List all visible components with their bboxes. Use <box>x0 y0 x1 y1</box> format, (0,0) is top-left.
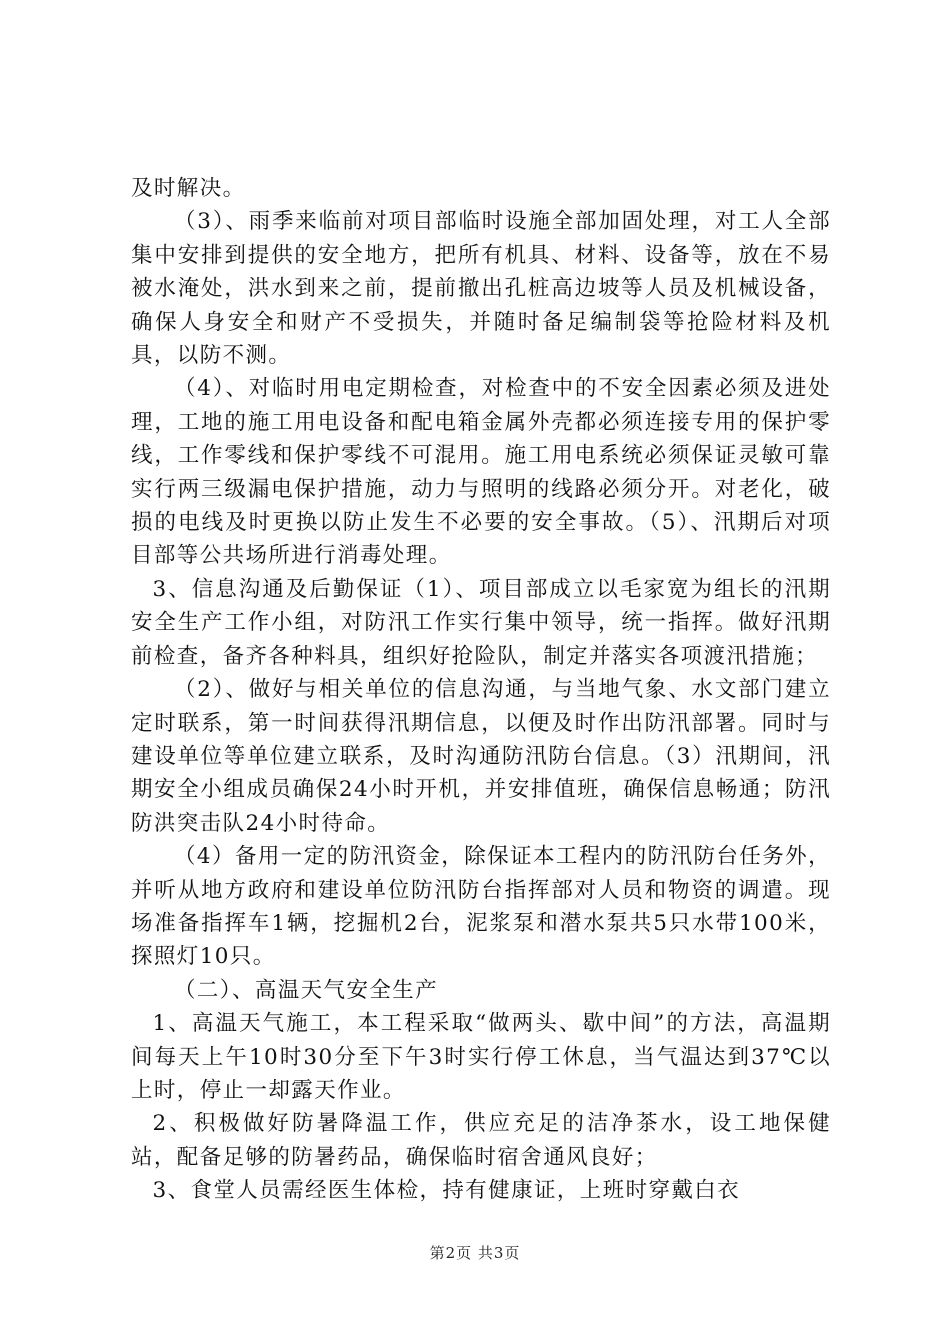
paragraph-high-temp-item-2: 2、积极做好防暑降温工作，供应充足的洁净茶水，设工地保健站，配备足够的防暑药品，确保临时宿舍通风良好； <box>131 1111 831 1170</box>
paragraph-item-4-funds: （4）备用一定的防汛资金，除保证本工程内的防汛防台任务外，并听从地方政府和建设单位防汛防台指挥部对人员和物资的调遣。现场准备指挥车1辆，挖掘机2台，泥浆泵和潜水泵共5只水带100米，探照灯10只。 <box>131 844 831 970</box>
paragraph-communication-logistics: 3、信息沟通及后勤保证（1）、项目部成立以毛家宽为组长的汛期安全生产工作小组，对防汛工作实行集中领导，统一指挥。做好汛期前检查，备齐各种料具，组织好抢险队，制定并落实各项渡汛措施； <box>131 576 831 669</box>
section-heading-high-temperature: （二）、高温天气安全生产 <box>174 977 439 1003</box>
paragraph-high-temp-item-1: 1、高温天气施工，本工程采取“做两头、歇中间”的方法，高温期间每天上午10时30分至下午3时实行停工休息，当气温达到37℃以上时，停止一却露天作业。 <box>131 1011 831 1103</box>
paragraph-item-4-electricity: （4）、对临时用电定期检查，对检查中的不安全因素必须及进处理，工地的施工用电设备和配电箱金属外壳都必须连接专用的保护零线，工作零线和保护零线不可混用。施工用电系统必须保证灵敏可靠实行两三级漏电保护措施，动力与照明的线路必须分开。对老化，破损的电线及时更换以防止发生不必要的安全事故。（5）、汛期后对项目部等公共场所进行消毒处理。 <box>131 376 831 569</box>
paragraph-item-3-rainy-season: （3）、雨季来临前对项目部临时设施全部加固处理，对工人全部集中安排到提供的安全地方，把所有机具、材料、设备等，放在不易被水淹处，洪水到来之前，提前撤出孔桩高边坡等人员及机械设备，确保人身安全和财产不受损失，并随时备足编制袋等抢险材料及机具，以防不测。 <box>131 209 831 369</box>
paragraph-item-2-information: （2）、做好与相关单位的信息沟通，与当地气象、水文部门建立定时联系，第一时间获得汛期信息，以便及时作出防汛部署。同时与建设单位等单位建立联系，及时沟通防汛防台信息。（3）汛期间，汛期安全小组成员确保24小时开机，并安排值班，确保信息畅通；防汛防洪突击队24小时待命。 <box>131 677 831 836</box>
document-body <box>131 172 831 1208</box>
paragraph-high-temp-item-3: 3、食堂人员需经医生体检，持有健康证，上班时穿戴白衣 <box>152 1178 741 1204</box>
paragraph-continuation: 及时解决。 <box>131 176 246 201</box>
page-footer: 第2页 共3页 <box>429 1244 521 1262</box>
